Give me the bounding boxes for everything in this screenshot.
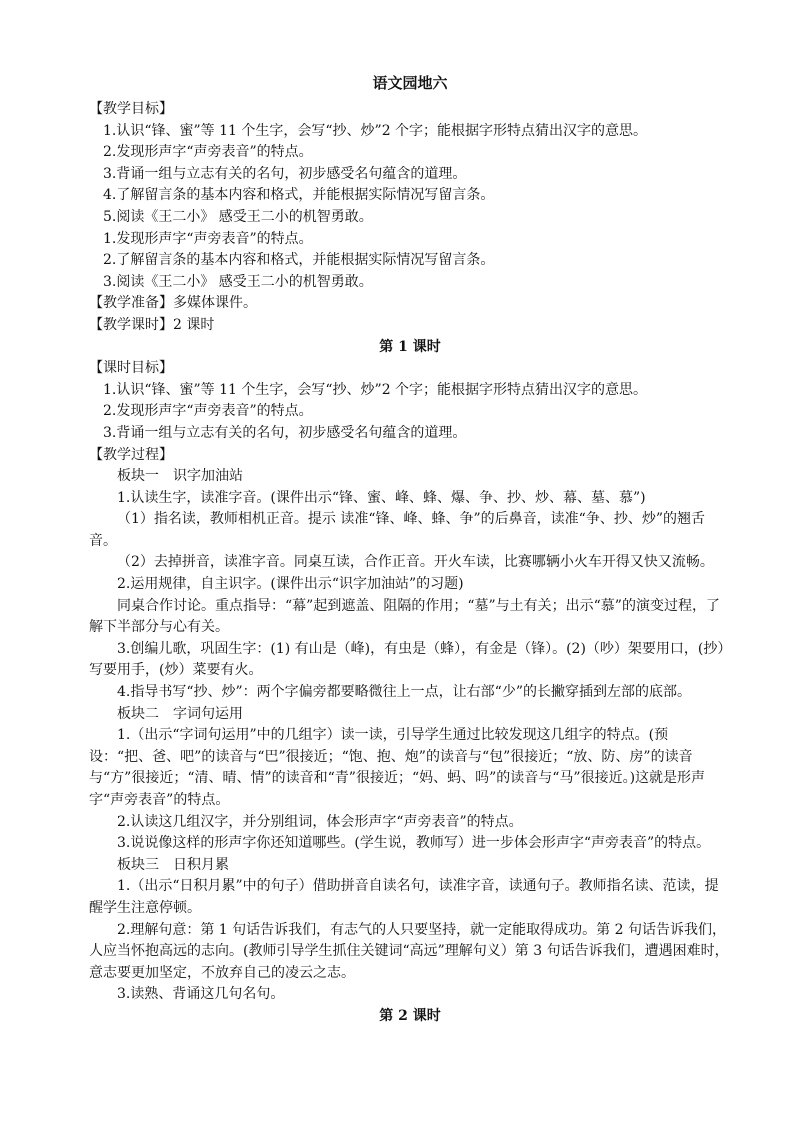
process-paragraph: 3.读熟、背诵这几句名句。 xyxy=(117,986,285,1003)
process-paragraph: （2）去掉拼音，读准字音。同桌互读，合作正音。开火车读，比赛哪辆小火车开得又快又流畅。 xyxy=(117,554,714,571)
block-heading-2: 板块二 字词句运用 xyxy=(117,705,243,722)
process-paragraph: 2.认读这几组汉字，并分别组词，体会形声字“声旁表音”的特点。 xyxy=(117,813,523,830)
goal-item: 3.背诵一组与立志有关的名句，初步感受名句蕴含的道理。 xyxy=(103,165,467,182)
lesson-goal-item: 3.背诵一组与立志有关的名句，初步感受名句蕴含的道理。 xyxy=(103,424,467,441)
preparation-line: 【教学准备】多媒体课件。 xyxy=(89,295,257,312)
lesson-goal-item: 1.认识“锋、蜜”等 11 个生字，会写“抄、炒”2 个字；能根据字形特点猜出汉字的意思。 xyxy=(103,381,648,398)
process-paragraph: 2.理解句意：第 1 句话告诉我们，有志气的人只要坚持，就一定能取得成功。第 2 句话告诉我们，人应当怀抱高远的志向。(教师引导学生抓住关键词“高远”理解句义）第 3 句话告诉我们，遭遇困难时，意志要更加坚定，不放弃自己的凌云之志。 xyxy=(89,921,729,981)
goal-item: 4.了解留言条的基本内容和格式，并能根据实际情况写留言条。 xyxy=(103,187,495,204)
process-paragraph: 同桌合作讨论。重点指导：“幕”起到遮盖、阻隔的作用；“墓”与土有关；出示“慕”的演变过程，了解下半部分与心有关。 xyxy=(89,597,720,636)
document-body xyxy=(89,72,731,1028)
section-heading-goals: 【教学目标】 xyxy=(89,101,173,117)
block-heading-1: 板块一 识字加油站 xyxy=(117,468,243,485)
process-paragraph: 2.运用规律，自主识字。(课件出示“识字加油站”的习题) xyxy=(117,576,464,593)
focus-item: 1.发现形声字“声旁表音”的特点。 xyxy=(103,230,313,247)
document-title: 语文园地六 xyxy=(372,74,448,92)
goal-item: 1.认识“锋、蜜”等 11 个生字，会写“抄、炒”2 个字；能根据字形特点猜出汉字的意思。 xyxy=(103,122,648,139)
lesson-1-heading: 第 1 课时 xyxy=(379,338,441,355)
lesson-goal-item: 2.发现形声字“声旁表音”的特点。 xyxy=(103,403,313,420)
lesson-2-heading: 第 2 课时 xyxy=(379,1007,441,1024)
block-heading-3: 板块三 日积月累 xyxy=(117,856,229,873)
goal-item: 2.发现形声字“声旁表音”的特点。 xyxy=(103,144,313,161)
process-paragraph: 1.（出示“字词句运用”中的几组字）读一读，引导学生通过比较发现这几组字的特点。(预设：“把、爸、吧”的读音与“巴”很接近；“饱、抱、炮”的读音与“包”很接近；“放、防、房”的读音与“方”很接近；“清、晴、情”的读音和“青”很接近；“妈、蚂、吗”的读音与“马”很接近。)这就是形声字“声旁表音”的特点。 xyxy=(89,727,706,808)
focus-item: 2.了解留言条的基本内容和格式，并能根据实际情况写留言条。 xyxy=(103,252,495,269)
process-paragraph: 3.说说像这样的形声字你还知道哪些。(学生说，教师写）进一步体会形声字“声旁表音”的特点。 xyxy=(117,835,711,852)
periods-line: 【教学课时】2 课时 xyxy=(89,316,215,333)
section-heading-process: 【教学过程】 xyxy=(89,446,173,463)
process-paragraph: 3.创编儿歌，巩固生字：(1) 有山是（峰)，有虫是（蜂），有金是（锋）。(2)（吵）架要用口，(抄）写要用手，(炒）菜要有火。 xyxy=(89,640,725,679)
process-paragraph: 4.指导书写“抄、炒”：两个字偏旁都要略微往上一点，让右部“少”的长撇穿插到左部的底部。 xyxy=(117,684,691,701)
process-paragraph: 1.（出示“日积月累”中的句子）借助拼音自读名句，读准字音，读通句子。教师指名读、范读，提醒学生注意停顿。 xyxy=(89,878,719,916)
focus-item: 3.阅读《王二小》 感受王二小的机智勇敢。 xyxy=(103,273,373,290)
goal-item: 5.阅读《王二小》 感受王二小的机智勇敢。 xyxy=(103,208,373,225)
process-paragraph: （1）指名读，教师相机正音。提示 读准“锋、峰、蜂、争”的后鼻音，读准“争、抄、炒”的翘舌音。 xyxy=(89,511,705,549)
process-paragraph: 1.认读生字，读准字音。(课件出示“锋、蜜、峰、蜂、爆、争、抄、炒、幕、墓、慕”) xyxy=(117,489,646,506)
section-heading-lesson-goals: 【课时目标】 xyxy=(89,360,173,377)
